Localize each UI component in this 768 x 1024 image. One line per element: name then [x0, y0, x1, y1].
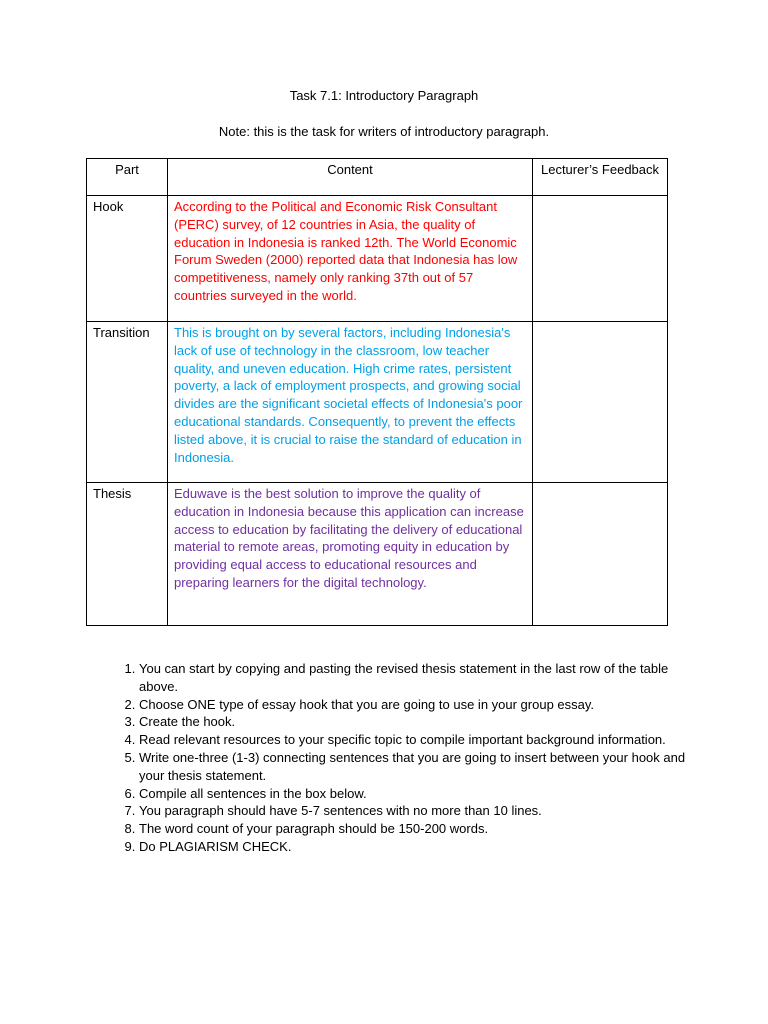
feedback-cell-thesis[interactable]: [533, 483, 668, 626]
header-part: Part: [87, 159, 168, 196]
header-lecturer-feedback: Lecturer’s Feedback: [533, 159, 668, 196]
instruction-item: 5. Write one-three (1-3) connecting sentences that you are going to insert between your hook and your thesis statement.: [139, 749, 694, 785]
part-cell-hook: Hook: [87, 196, 168, 322]
table-row-hook: [87, 196, 668, 322]
instruction-item: 1. You can start by copying and pasting the revised thesis statement in the last row of the table above.: [139, 660, 694, 696]
part-cell-thesis: Thesis: [87, 483, 168, 626]
table-row-transition: [87, 322, 668, 483]
instruction-item: 4. Read relevant resources to your specific topic to compile important background information.: [139, 731, 694, 749]
instruction-item: 7. You paragraph should have 5-7 sentences with no more than 10 lines.: [139, 802, 694, 820]
task-table: [86, 158, 668, 626]
table-header-row: [87, 159, 668, 196]
instruction-item: 9. Do PLAGIARISM CHECK.: [139, 838, 694, 856]
content-cell-thesis: Eduwave is the best solution to improve the quality of education in Indonesia because this application can increase access to education by facilitating the delivery of educational material to remote areas, promoting equity in education by providing equal access to educational resources and preparing learners for the digital technology.: [168, 483, 533, 626]
page-title: Task 7.1: Introductory Paragraph: [289, 88, 479, 103]
feedback-cell-transition[interactable]: [533, 322, 668, 483]
feedback-cell-hook[interactable]: [533, 196, 668, 322]
instruction-item: 3. Create the hook.: [139, 713, 694, 731]
header-content: Content: [168, 159, 533, 196]
part-cell-transition: Transition: [87, 322, 168, 483]
content-cell-hook: According to the Political and Economic Risk Consultant (PERC) survey, of 12 countries in Asia, the quality of education in Indonesia is ranked 12th. The World Economic Forum Sweden (2000) reported data that Indonesia has low competitiveness, namely only ranking 37th out of 57 countries surveyed in the world.: [168, 196, 533, 322]
instruction-item: 8. The word count of your paragraph should be 150-200 words.: [139, 820, 694, 838]
content-cell-transition: This is brought on by several factors, including Indonesia's lack of use of technology in the classroom, low teacher quality, and uneven education. High crime rates, persistent poverty, a lack of employment prospects, and growing social divides are the significant societal effects of Indonesia's poor educational standards. Consequently, to prevent the effects listed above, it is crucial to raise the standard of education in Indonesia.: [168, 322, 533, 483]
instruction-item: 2. Choose ONE type of essay hook that you are going to use in your group essay.: [139, 696, 694, 714]
instructions-list: [112, 660, 694, 856]
table-row-thesis: [87, 483, 668, 626]
page-note: Note: this is the task for writers of introductory paragraph.: [218, 124, 550, 139]
instruction-item: 6. Compile all sentences in the box below.: [139, 785, 694, 803]
